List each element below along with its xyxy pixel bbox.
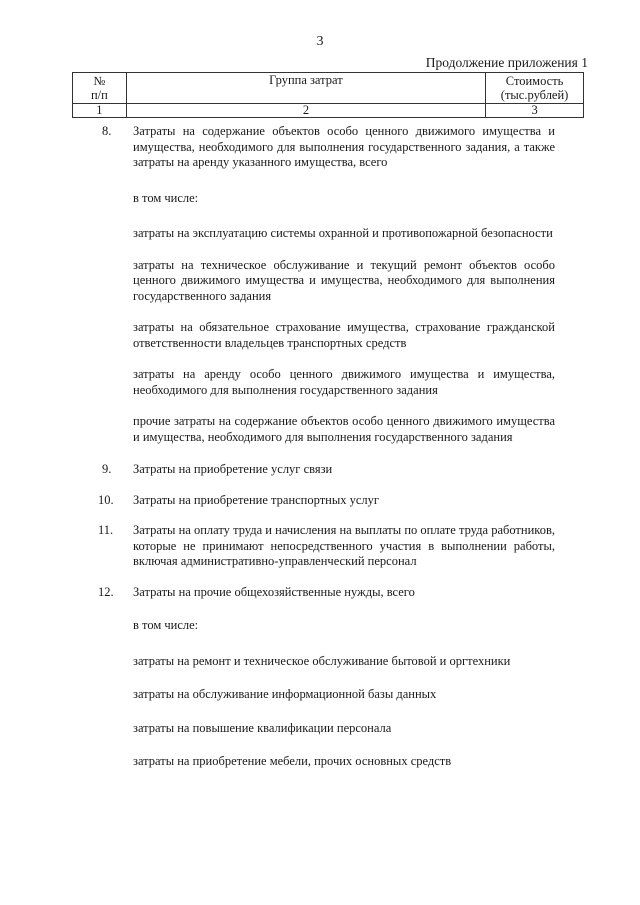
row-insurance [72,320,584,351]
row-training [72,721,584,737]
row-text: затраты на техническое обслуживание и текущий ремонт объектов особо ценного движимого имущества и имущества, необходимого для выполнения государственного задания [133,257,555,303]
row-text: прочие затраты на содержание объектов особо ценного движимого имущества и имущества, необходимого для выполнения государственного задания [133,414,555,444]
row-number: 8. [102,124,112,138]
row-rent [72,367,584,398]
row-text: затраты на приобретение мебели, прочих основных средств [133,754,452,768]
row-text: Затраты на прочие общехозяйственные нужды, всего [133,584,415,599]
row-including [72,191,584,207]
row-database [72,687,584,703]
index-2: 2 [126,104,485,118]
index-3: 3 [486,104,584,118]
page-number: 3 [316,34,324,49]
row-text: Затраты на оплату труда и начисления на выплаты по оплате труда работников, которые не принимают непосредственного участия в выполнении работы, включая административно-управленческий персонал [133,523,555,568]
row-text: затраты на ремонт и техническое обслуживание бытовой и оргтехники [133,653,511,668]
row-other [72,414,584,445]
row-text: Затраты на содержание объектов особо ценного движимого имущества и имущества, необходимого для выполнения государственного задания, а также затраты на аренду указанного имущества, всего [133,124,555,169]
row-furniture [72,754,584,770]
continuation-label: Продолжение приложения 1 [425,55,588,70]
row-including-2 [72,618,584,634]
row-11 [72,523,584,570]
row-text: затраты на обслуживание информационной базы данных [133,687,437,701]
index-row [73,104,584,118]
index-1: 1 [73,104,127,118]
row-text: затраты на эксплуатацию системы охранной и противопожарной безопасности [133,226,553,240]
row-maintenance [72,258,584,305]
row-number: 12. [98,584,114,599]
row-text: затраты на повышение квалификации персонала [133,720,392,735]
header-group: Группа затрат [126,73,485,104]
row-office-equipment [72,654,584,670]
row-8 [72,124,584,171]
row-10 [72,493,584,509]
row-number: 9. [102,462,112,476]
row-text: затраты на обязательное страхование имущества, страхование гражданской ответственности владельцев транспортных средств [133,320,555,350]
row-text: в том числе: [133,618,199,632]
row-text: затраты на аренду особо ценного движимого имущества и имущества, необходимого для выполнения государственного задания [133,367,555,397]
header-number: № п/п [73,73,127,104]
header-table [72,72,584,118]
row-security [72,226,584,242]
row-text: в том числе: [133,190,199,205]
row-12 [72,585,584,601]
row-number: 11. [98,523,114,537]
row-number: 10. [98,492,114,507]
row-text: Затраты на приобретение транспортных услуг [133,492,380,507]
row-9 [72,462,584,478]
cost-rows [72,124,584,785]
header-cost: Стоимость (тыс.рублей) [486,73,584,104]
header-row [73,73,584,104]
row-text: Затраты на приобретение услуг связи [133,462,333,476]
